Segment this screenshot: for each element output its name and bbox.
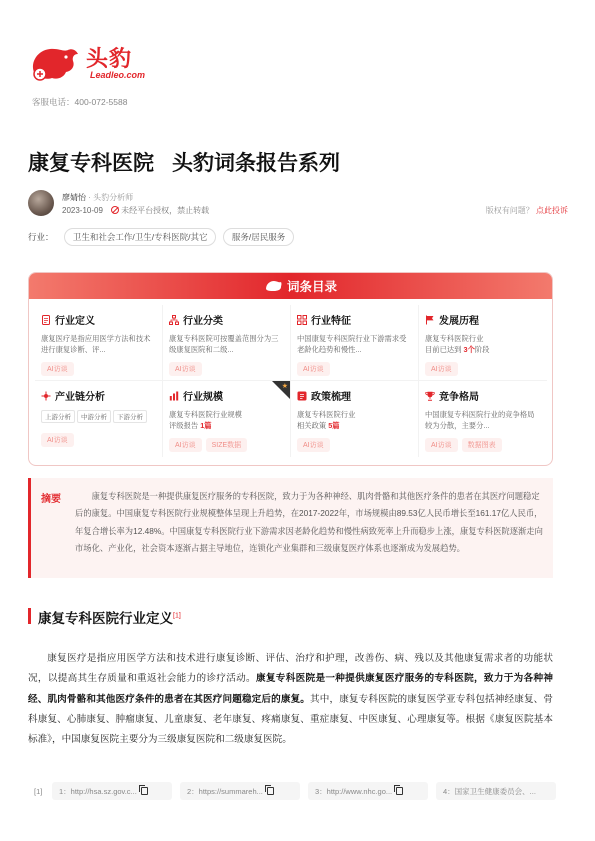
toc-item-title: 行业规模 — [183, 392, 223, 403]
brand-name-en: Leadleo.com — [90, 70, 146, 80]
brand-name-cn: 头豹 — [86, 46, 133, 71]
title-sub: 头豹词条报告系列 — [172, 152, 340, 175]
prohibited-icon — [111, 206, 119, 214]
publish-date: 2023-10-09 — [62, 206, 103, 215]
abstract-text: 康复专科医院是一种提供康复医疗服务的专科医院，致力于为各种神经、肌肉骨骼和其他医疗条件的患者在其医疗问题稳定后的康复。中国康复专科医院行业规模整体呈现上升趋势，在2017-2022年，市场规模由89.53亿人民币增长至161.17亿人民币，年复合增长率为12.48%。中国康复专科医院行业下游需求因老龄化趋势和慢性病致死率上升而稳步上涨，康复专科医院逐渐走向市场化、产业化，社会资本逐渐占据主导地位，连锁化产业集群和三级康复医疗体系也逐渐成为发展趋势。 — [75, 491, 543, 553]
ai-interview-chip[interactable]: AI访谈 — [169, 362, 202, 376]
reference-item[interactable] — [308, 782, 428, 800]
author-name: 廖婧怡 — [62, 193, 86, 202]
title-main: 康复专科医院 — [28, 152, 154, 175]
bar-chart-icon — [169, 391, 179, 401]
toc-item-title: 竞争格局 — [439, 392, 479, 403]
toc-banner — [29, 273, 552, 299]
chain-icon — [41, 391, 51, 401]
toc-item-desc: 康复医疗是指应用医学方法和技术进行康复诊断、评... — [41, 334, 151, 354]
midstream-tag[interactable]: 中游分析 — [77, 410, 111, 423]
toc-desc-line: 相关政策 — [297, 420, 329, 430]
page-title — [28, 147, 340, 177]
downstream-tag[interactable]: 下游分析 — [113, 410, 147, 423]
toc-item-definition[interactable] — [35, 305, 163, 381]
toc-item-desc: 康复专科医院可按覆盖范围分为三级康复医院和二级... — [169, 334, 279, 354]
toc-item-desc — [425, 334, 541, 356]
ai-interview-chip[interactable]: AI访谈 — [297, 362, 330, 376]
reference-list — [28, 782, 558, 802]
toc-item-desc — [297, 410, 412, 432]
stage-count: 3个 — [463, 344, 475, 354]
trophy-icon — [425, 391, 435, 401]
toc-desc-line: 康复专科医院行业 — [425, 334, 484, 343]
value-chain-tags — [41, 405, 156, 427]
abstract-box — [28, 478, 553, 578]
service-hotline: 客服电话：400-072-5588 — [32, 97, 128, 107]
abstract-accent-bar — [28, 478, 31, 578]
ai-interview-chip[interactable]: AI访谈 — [41, 362, 74, 376]
section-title-text: 康复专科医院行业定义 — [38, 611, 173, 626]
section-title — [38, 607, 181, 627]
reference-text: 1：http://hsa.sz.gov.c... — [59, 787, 137, 796]
industry-row — [28, 228, 298, 246]
toc-desc-line: 评级报告 — [169, 420, 201, 430]
toc-item-history[interactable] — [419, 305, 547, 381]
reference-text: 3：http://www.nhc.go... — [315, 787, 393, 796]
toc-item-title: 政策梳理 — [311, 392, 351, 403]
toc-item-title: 行业定义 — [55, 316, 95, 327]
flag-icon — [425, 315, 435, 325]
brand-header — [28, 40, 228, 110]
upstream-tag[interactable]: 上游分析 — [41, 410, 75, 423]
copy-icon[interactable] — [267, 787, 274, 795]
toc-item-classification[interactable] — [163, 305, 291, 381]
toc-item-policy[interactable] — [291, 381, 419, 457]
author-block — [28, 190, 568, 218]
author-avatar — [28, 190, 54, 216]
toc-item-title: 发展历程 — [439, 316, 479, 327]
section-ref-marker[interactable]: [1] — [173, 612, 181, 620]
no-copy-text: 未经平台授权，禁止转载 — [121, 206, 210, 215]
industry-tag[interactable]: 服务/居民服务 — [223, 228, 294, 246]
leopard-logo-icon — [28, 44, 80, 84]
abstract-label: 摘要 — [41, 494, 61, 505]
toc-item-features[interactable] — [291, 305, 419, 381]
ai-interview-chip[interactable]: AI访谈 — [169, 438, 202, 452]
toc-item-title: 产业链分析 — [55, 392, 105, 403]
policy-icon — [297, 391, 307, 401]
toc-item-desc — [169, 410, 284, 432]
reference-text: 2：https://summareh... — [187, 787, 263, 796]
copy-icon[interactable] — [396, 787, 403, 795]
paragraph-text: 其中，康复专科医院的康复医学亚专科包括神经康复、骨科康复、心肺康复、肿瘤康复、儿童康复、老年康复、疼痛康复、重症康复、中医康复、心理康复等。根据《康复医院基本标准》，中国康复医院主要分为三级康复医院和二级康复医院。 — [28, 693, 554, 746]
toc-item-competition[interactable] — [419, 381, 547, 457]
document-icon — [41, 315, 51, 325]
leopard-icon — [265, 280, 283, 292]
star-icon: ★ — [281, 383, 288, 390]
report-count: 1篇 — [200, 420, 212, 430]
toc-grid — [35, 305, 547, 457]
entry-toc — [28, 272, 553, 466]
author-line — [62, 192, 133, 203]
toc-item-title: 行业分类 — [183, 316, 223, 327]
copyright-question — [486, 205, 568, 216]
reference-index: [1] — [34, 787, 43, 796]
reference-item[interactable] — [436, 782, 556, 800]
reference-item[interactable] — [52, 782, 172, 800]
toc-desc-line: 康复专科医院行业规模 — [169, 410, 242, 419]
paragraph-text: 康复医疗是指应用医学方法和技术进行康复诊断、评估、治疗和护理，改善伤、病、残以及其他康复需求者的功能状况，以提高其生存质量和重返社会能力的诊疗活动。 — [28, 653, 553, 685]
toc-desc-line: 康复专科医院行业 — [297, 410, 356, 419]
complaint-link[interactable]: 点此投诉 — [536, 206, 568, 215]
no-copy-notice — [111, 206, 209, 215]
toc-title — [265, 277, 337, 295]
toc-item-title: 行业特征 — [311, 316, 351, 327]
definition-paragraph — [28, 649, 553, 750]
ai-interview-chip[interactable]: AI访谈 — [425, 438, 458, 452]
size-data-chip[interactable]: SIZE数据 — [206, 438, 248, 452]
ai-interview-chip[interactable]: AI访谈 — [297, 438, 330, 452]
ai-interview-chip[interactable]: AI访谈 — [41, 433, 74, 447]
copyright-question-text: 版权有问题？ — [485, 206, 534, 215]
policy-count: 5篇 — [328, 420, 340, 430]
date-line — [62, 205, 209, 216]
reference-text: 4：国家卫生健康委员会、... — [443, 787, 536, 796]
reference-item[interactable] — [180, 782, 300, 800]
data-chart-chip[interactable]: 数据图表 — [462, 438, 502, 452]
toc-desc-suffix: 阶段 — [474, 344, 490, 354]
toc-item-market-size[interactable] — [163, 381, 291, 457]
grid-icon — [297, 315, 307, 325]
industry-tag[interactable]: 卫生和社会工作/卫生/专科医院/其它 — [64, 228, 217, 246]
toc-desc-line: 目前已达到 — [425, 344, 464, 354]
industry-label: 行业： — [28, 232, 54, 242]
hierarchy-icon — [169, 315, 179, 325]
toc-item-desc: 中国康复专科医院行业下游需求受老龄化趋势和慢性... — [297, 334, 407, 354]
toc-item-desc: 中国康复专科医院行业的竞争格局较为分散，主要分... — [425, 410, 535, 430]
copy-icon[interactable] — [141, 787, 148, 795]
section-accent-bar — [28, 608, 31, 624]
toc-title-text: 词条目录 — [287, 280, 338, 294]
paragraph-bold-text: 康复专科医院是一种提供康复医疗服务的专科医院，致力于为各种神经、肌肉骨骼和其他医疗条件的患者在其医疗问题稳定后的康复。 — [28, 673, 553, 705]
ai-interview-chip[interactable]: AI访谈 — [425, 362, 458, 376]
author-role: · 头豹分析师 — [88, 193, 134, 202]
toc-item-value-chain[interactable] — [35, 381, 163, 457]
